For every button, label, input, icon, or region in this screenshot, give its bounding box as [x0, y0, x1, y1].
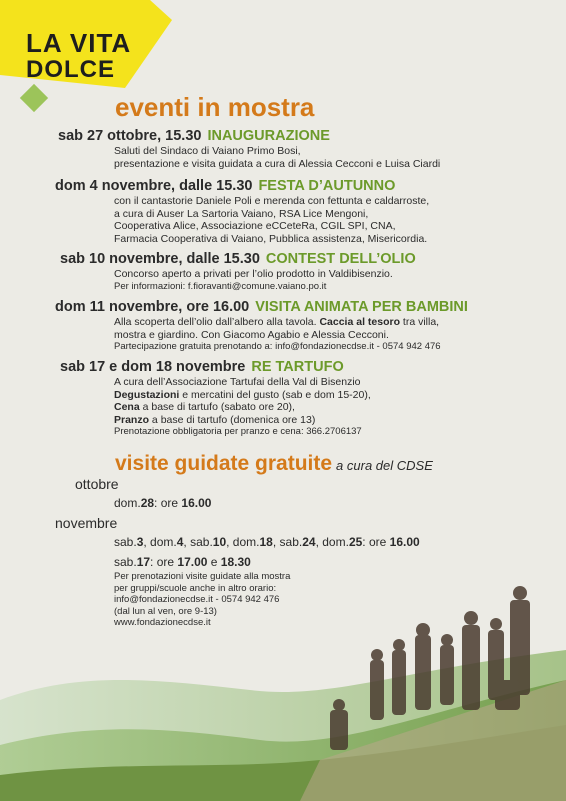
event-description: [114, 376, 371, 439]
desc-line: Farmacia Cooperativa di Vaiano, Pubblica assistenza, Misericordia.: [114, 232, 428, 245]
date-text: e: [207, 555, 221, 569]
desc-line: [114, 401, 371, 414]
date-text: sab.: [114, 555, 137, 569]
event-tag: CONTEST DELL’OLIO: [265, 251, 416, 267]
date-text: , dom.: [226, 535, 260, 549]
desc-text: Alla scoperta dell’olio dall’albero alla tavola.: [114, 316, 320, 328]
event-heading: [55, 178, 395, 194]
desc-bold: Pranzo: [114, 413, 150, 426]
event-heading: [55, 299, 468, 315]
date-bold: 28: [140, 496, 155, 510]
date-bold: 17: [136, 555, 151, 569]
desc-line: [114, 316, 441, 329]
desc-line: A cura dell’Associazione Tartufai della Val di Bisenzio: [114, 376, 361, 388]
desc-line: [114, 389, 371, 402]
date-bold: 24: [302, 535, 316, 549]
desc-text: a base di tartufo (domenica ore 13): [149, 413, 316, 426]
info-line: info@fondazionecdse.it - 0574 942 476: [114, 594, 280, 605]
event-description: [114, 195, 429, 245]
desc-bold: Degustazioni: [114, 388, 180, 401]
logo: [26, 30, 131, 82]
info-line: (dal lun al ven, ore 9-13): [114, 605, 217, 617]
event-heading: [58, 128, 330, 144]
date-bold: 18: [259, 535, 273, 549]
date-text: : ore: [150, 555, 178, 569]
event-date: sab 17 e dom 18 novembre: [60, 359, 246, 375]
desc-line: Partecipazione gratuita prenotando a: info@fondazionecdse.it - 0574 942 476: [114, 341, 441, 353]
date-text: , dom.: [315, 535, 349, 549]
date-text: sab.: [114, 535, 137, 549]
visits-title-text: visite guidate gratuite: [115, 452, 333, 475]
desc-text: tra villa,: [400, 316, 440, 328]
desc-bold: Caccia al tesoro: [319, 316, 400, 328]
date-bold: 17.00: [177, 555, 208, 569]
date-bold: 18.30: [220, 555, 251, 569]
desc-line: con il cantastorie Daniele Poli e merenda con fettunta e caldarroste,: [114, 195, 430, 207]
date-text: dom.: [114, 496, 141, 510]
event-description: [114, 145, 440, 170]
event-description: [114, 316, 441, 354]
event-heading: [60, 251, 416, 267]
desc-bold: Cena: [114, 401, 140, 414]
logo-line-2: DOLCE: [26, 56, 115, 83]
desc-line: Per informazioni: f.fioravanti@comune.vaiano.po.it: [114, 280, 327, 292]
event-date: sab 10 novembre, dalle 15.30: [60, 251, 260, 267]
event-heading: [60, 359, 344, 375]
visits-title: [115, 452, 433, 476]
desc-line: Prenotazione obbligatoria per pranzo e cena: 366.2706137: [114, 426, 362, 438]
date-text: : ore: [362, 535, 390, 549]
event-tag: FESTA D’AUTUNNO: [258, 178, 396, 194]
date-bold: 16.00: [389, 535, 420, 549]
event-tag: RE TARTUFO: [251, 359, 344, 375]
desc-line: presentazione e visita guidata a cura di Alessia Cecconi e Luisa Ciardi: [114, 157, 441, 170]
date-bold: 4: [176, 535, 184, 549]
desc-text: e mercatini del gusto (sab e dom 15-20),: [179, 388, 371, 401]
event-tag: VISITA ANIMATA PER BAMBINI: [255, 299, 468, 315]
visits-subtitle: a cura del CDSE: [336, 458, 433, 473]
date-bold: 25: [348, 535, 363, 549]
desc-text: a base di tartufo (sabato ore 20),: [139, 401, 295, 414]
landscape-illustration: [0, 560, 566, 801]
desc-line: Saluti del Sindaco di Vaiano Primo Bosi,: [114, 145, 301, 157]
month-label: ottobre: [75, 476, 119, 492]
date-text: , sab.: [183, 535, 213, 549]
event-description: [114, 268, 393, 293]
event-date: dom 11 novembre, ore 16.00: [55, 299, 250, 315]
info-line: www.fondazionecdse.it: [114, 617, 211, 628]
november-dates: [114, 535, 420, 549]
desc-line: Concorso aperto a privati per l’olio prodotto in Valdibisenzio.: [114, 268, 393, 280]
october-dates: [114, 496, 211, 510]
info-line: per gruppi/scuole anche in altro orario:: [114, 582, 277, 594]
date-text: , sab.: [272, 535, 303, 549]
desc-line: a cura di Auser La Sartoria Vaiano, RSA Lice Mengoni,: [114, 207, 369, 220]
date-text: : ore: [154, 496, 182, 510]
event-date: dom 4 novembre, dalle 15.30: [55, 178, 253, 194]
date-bold: 16.00: [181, 496, 212, 510]
date-text: , dom.: [143, 535, 177, 549]
logo-line-1: LA VITA: [26, 28, 132, 58]
month-label: novembre: [55, 515, 118, 531]
page-title: eventi in mostra: [115, 92, 315, 122]
info-line: Per prenotazioni visite guidate alla mostra: [114, 571, 291, 582]
event-tag: INAUGURAZIONE: [207, 128, 330, 144]
date-bold: 10: [212, 535, 227, 549]
date-bold: 3: [136, 535, 144, 549]
desc-line: Cooperativa Alice, Associazione eCCeteRa, CGIL SPI, CNA,: [114, 220, 396, 233]
desc-line: mostra e giardino. Con Giacomo Agabio e Alessia Cecconi.: [114, 328, 389, 341]
desc-line: [114, 414, 371, 427]
event-date: sab 27 ottobre, 15.30: [58, 128, 202, 144]
